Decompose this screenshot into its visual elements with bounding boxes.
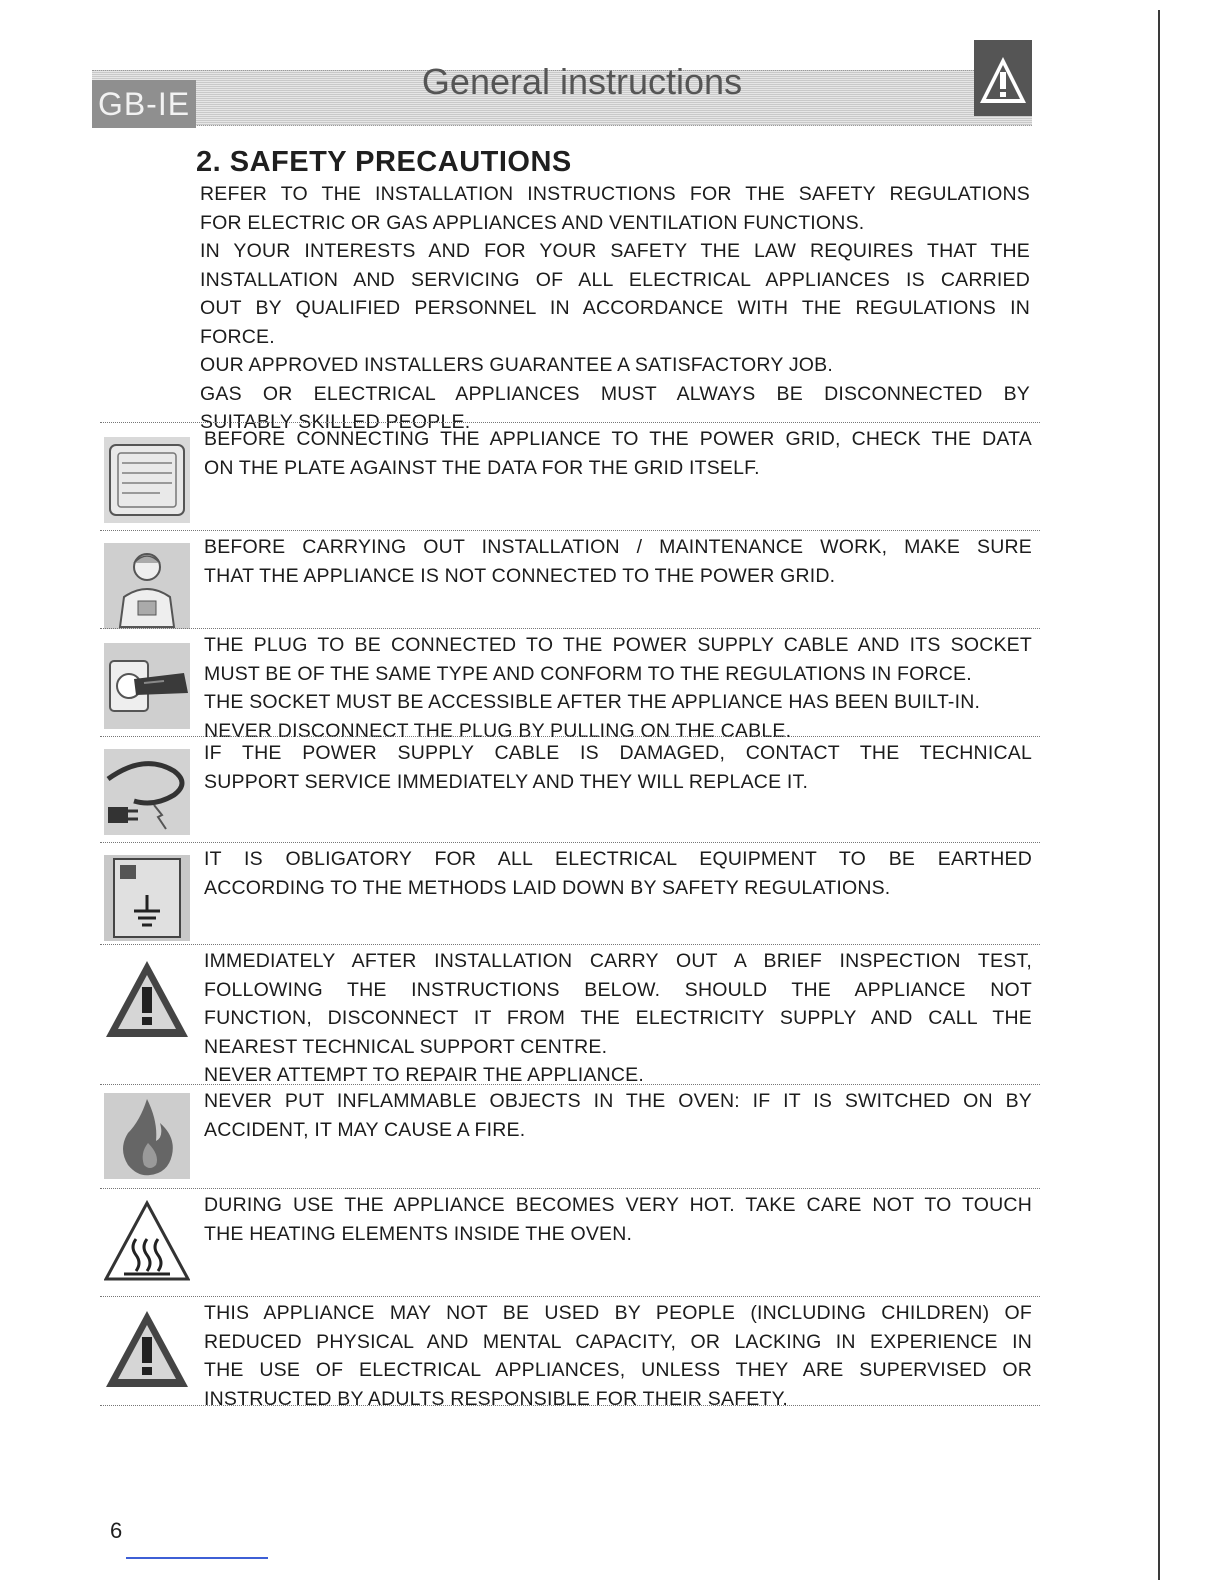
block-text — [204, 739, 1032, 796]
block-line: DURING USE THE APPLIANCE BECOMES VERY HOT. TAKE CARE NOT TO TOUCH — [204, 1194, 1032, 1216]
safety-block-earthing — [100, 842, 1040, 942]
warning-header-icon — [974, 40, 1032, 116]
block-line: THE USE OF ELECTRICAL APPLIANCES, UNLESS THEY ARE SUPERVISED OR — [204, 1359, 1032, 1381]
intro-line: FORCE. — [200, 325, 275, 348]
page-edge-rule — [1158, 10, 1160, 1580]
intro-paragraph — [200, 180, 1030, 437]
block-line: THE SOCKET MUST BE ACCESSIBLE AFTER THE APPLIANCE HAS BEEN BUILT-IN. — [204, 691, 981, 713]
intro-line: OUT BY QUALIFIED PERSONNEL IN ACCORDANCE WITH THE REGULATIONS IN — [200, 297, 1030, 319]
warning-triangle-icon — [104, 957, 190, 1043]
page-number: 6 — [110, 1518, 123, 1543]
block-line: ACCIDENT, IT MAY CAUSE A FIRE. — [204, 1118, 526, 1141]
safety-block-hot-surface — [100, 1188, 1040, 1296]
fire-flame-icon — [104, 1093, 190, 1179]
block-line: FUNCTION, DISCONNECT IT FROM THE ELECTRICITY SUPPLY AND CALL THE — [204, 1007, 1032, 1029]
block-line: THAT THE APPLIANCE IS NOT CONNECTED TO THE POWER GRID. — [204, 564, 836, 587]
intro-line: INSTALLATION AND SERVICING OF ALL ELECTRICAL APPLIANCES IS CARRIED — [200, 268, 1030, 291]
intro-line: GAS OR ELECTRICAL APPLIANCES MUST ALWAYS BE DISCONNECTED BY — [200, 382, 1030, 405]
block-line: MUST BE OF THE SAME TYPE AND CONFORM TO THE REGULATIONS IN FORCE. — [204, 662, 972, 685]
intro-line: IN YOUR INTERESTS AND FOR YOUR SAFETY THE LAW REQUIRES THAT THE — [200, 240, 1030, 262]
block-line: ACCORDING TO THE METHODS LAID DOWN BY SAFETY REGULATIONS. — [204, 876, 891, 899]
section-end-rule — [100, 1405, 1040, 1406]
language-badge: GB-IE — [92, 80, 196, 128]
safety-block-damaged-cable — [100, 736, 1040, 836]
header-title: General instructions — [421, 61, 743, 102]
page-header — [92, 40, 1032, 132]
block-line: IF THE POWER SUPPLY CABLE IS DAMAGED, CONTACT THE TECHNICAL — [204, 742, 1032, 764]
block-line: ON THE PLATE AGAINST THE DATA FOR THE GRID ITSELF. — [204, 456, 760, 479]
technician-icon — [104, 543, 190, 629]
safety-block-data-plate — [100, 422, 1040, 522]
block-text — [204, 845, 1032, 902]
block-text — [204, 947, 1032, 1090]
block-line: IMMEDIATELY AFTER INSTALLATION CARRY OUT A BRIEF INSPECTION TEST, — [204, 950, 1032, 972]
block-line: IT IS OBLIGATORY FOR ALL ELECTRICAL EQUIPMENT TO BE EARTHED — [204, 848, 1032, 870]
block-line: THE HEATING ELEMENTS INSIDE THE OVEN. — [204, 1222, 633, 1245]
block-line: THIS APPLIANCE MAY NOT BE USED BY PEOPLE (INCLUDING CHILDREN) OF — [204, 1302, 1032, 1324]
page-underline-mark — [126, 1557, 268, 1559]
warning-triangle-icon — [104, 1307, 190, 1393]
block-line: NEAREST TECHNICAL SUPPORT CENTRE. — [204, 1035, 608, 1058]
data-plate-icon — [104, 437, 190, 523]
block-line: INSTRUCTED BY ADULTS RESPONSIBLE FOR THEIR SAFETY. — [204, 1387, 788, 1410]
intro-line: FOR ELECTRIC OR GAS APPLIANCES AND VENTILATION FUNCTIONS. — [200, 211, 865, 234]
block-line: SUPPORT SERVICE IMMEDIATELY AND THEY WILL REPLACE IT. — [204, 770, 809, 793]
hot-surface-icon — [104, 1199, 190, 1285]
safety-block-flammable-objects — [100, 1084, 1040, 1188]
block-line: BEFORE CARRYING OUT INSTALLATION / MAINTENANCE WORK, MAKE SURE — [204, 536, 1032, 558]
block-line: NEVER PUT INFLAMMABLE OBJECTS IN THE OVEN: IF IT IS SWITCHED ON BY — [204, 1090, 1032, 1112]
safety-block-inspection-test — [100, 944, 1040, 1084]
block-line: THE PLUG TO BE CONNECTED TO THE POWER SUPPLY CABLE AND ITS SOCKET — [204, 634, 1032, 656]
block-line: NEVER DISCONNECT THE PLUG BY PULLING ON THE CABLE. — [204, 719, 792, 742]
block-text — [204, 631, 1032, 745]
block-text — [204, 1087, 1032, 1144]
earth-ground-icon — [104, 855, 190, 941]
block-line: REDUCED PHYSICAL AND MENTAL CAPACITY, OR LACKING IN EXPERIENCE IN — [204, 1330, 1032, 1353]
block-line: NEVER ATTEMPT TO REPAIR THE APPLIANCE. — [204, 1064, 644, 1086]
block-text — [204, 1191, 1032, 1248]
safety-block-disconnect-before-work — [100, 530, 1040, 622]
plug-socket-icon — [104, 643, 190, 729]
section-title: 2. SAFETY PRECAUTIONS — [196, 146, 572, 178]
intro-line: OUR APPROVED INSTALLERS GUARANTEE A SATISFACTORY JOB. — [200, 354, 833, 376]
block-text — [204, 533, 1032, 590]
block-line: BEFORE CONNECTING THE APPLIANCE TO THE POWER GRID, CHECK THE DATA — [204, 428, 1032, 450]
block-text — [204, 1299, 1032, 1413]
safety-block-plug-socket — [100, 628, 1040, 742]
damaged-cable-icon — [104, 749, 190, 835]
safety-block-supervision — [100, 1296, 1040, 1410]
intro-line: SUITABLY SKILLED PEOPLE. — [200, 411, 471, 433]
block-line: FOLLOWING THE INSTRUCTIONS BELOW. SHOULD THE APPLIANCE NOT — [204, 978, 1032, 1001]
intro-line: REFER TO THE INSTALLATION INSTRUCTIONS FOR THE SAFETY REGULATIONS — [200, 183, 1030, 205]
block-text — [204, 425, 1032, 482]
